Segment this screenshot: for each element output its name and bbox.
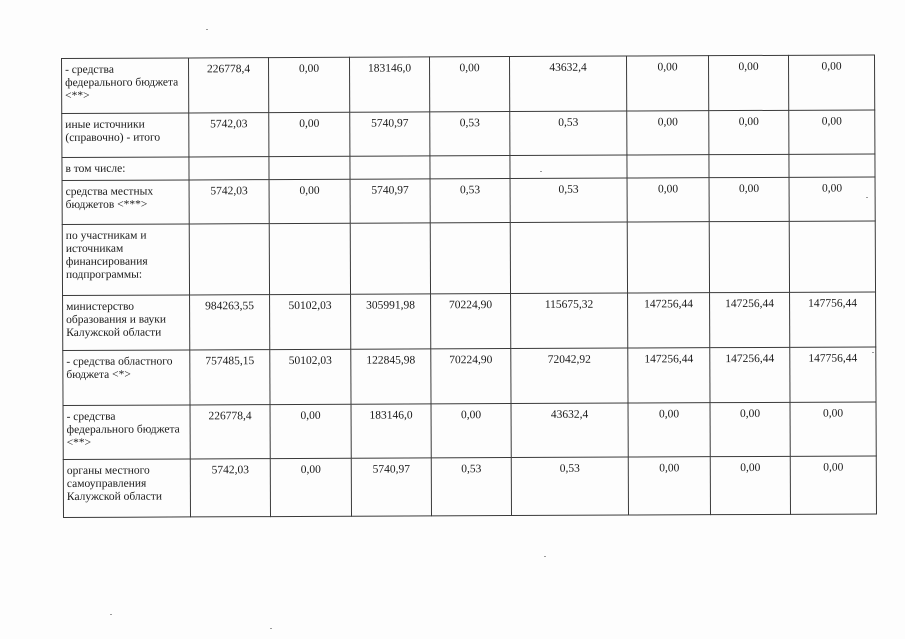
- table-cell: 122845,98: [351, 349, 431, 404]
- table-cell: 147256,44: [628, 293, 710, 348]
- table-cell: 0,00: [628, 403, 710, 457]
- table-cell: 0,00: [628, 457, 710, 515]
- table-cell: [789, 221, 875, 292]
- table-cell: 0,00: [710, 456, 790, 514]
- table-cell: 0,00: [790, 456, 876, 514]
- table-cell: 0,00: [270, 458, 351, 516]
- row-label: иные источники (справочно) - итого: [62, 113, 189, 158]
- table-row: [62, 177, 875, 225]
- table-cell: [709, 221, 789, 292]
- row-label: министерство образования и вауки Калужской области: [63, 295, 190, 351]
- table-cell: 0,53: [430, 179, 510, 223]
- table-cell: 0,00: [269, 57, 350, 112]
- table-cell: 5742,03: [189, 113, 269, 157]
- row-label: - средства федерального бюджета <**>: [63, 405, 190, 460]
- table-cell: 0,00: [627, 111, 709, 155]
- table-cell: 0,00: [269, 112, 350, 156]
- table-row: [62, 221, 875, 296]
- table-row: [63, 456, 876, 518]
- table-cell: 5740,97: [350, 112, 430, 156]
- table-cell: 0,00: [710, 402, 790, 456]
- table-cell: [789, 154, 875, 177]
- table-cell: [627, 222, 709, 293]
- table-cell: [709, 154, 789, 177]
- table-cell: [350, 156, 430, 179]
- table-row: [63, 402, 876, 460]
- scan-speck: [110, 614, 112, 615]
- table-cell: 0,53: [510, 178, 627, 223]
- table-cell: 147256,44: [710, 347, 790, 402]
- table-cell: 5742,03: [189, 180, 269, 224]
- table-cell: 0,00: [270, 404, 351, 458]
- table-cell: 0,00: [708, 55, 788, 110]
- table-cell: 147756,44: [790, 292, 876, 347]
- table-cell: 50102,03: [270, 294, 351, 349]
- table-cell: 0,00: [429, 57, 509, 112]
- table-cell: 72042,92: [511, 348, 628, 404]
- row-label: средства местных бюджетов <***>: [62, 180, 189, 225]
- table-cell: 0,00: [709, 177, 789, 221]
- table-cell: [350, 223, 430, 294]
- table-cell: [189, 224, 269, 295]
- scan-speck: [544, 556, 546, 557]
- table-cell: 50102,03: [270, 349, 351, 404]
- table-cell: 0,53: [510, 111, 627, 156]
- table-cell: 0,00: [789, 110, 875, 154]
- table-cell: 5742,03: [190, 459, 270, 517]
- table-cell: 147256,44: [628, 348, 710, 403]
- scan-speck: [270, 628, 272, 629]
- table-row: [63, 292, 876, 351]
- row-label: органы местного самоуправления Калужской области: [63, 459, 190, 518]
- table-cell: 147756,44: [790, 347, 876, 402]
- table-cell: [189, 157, 269, 180]
- table-cell: 0,00: [626, 56, 708, 111]
- row-label: - средства федерального бюджета <**>: [62, 58, 189, 114]
- table-cell: 0,53: [431, 458, 511, 516]
- table-row: [63, 347, 876, 406]
- table-cell: [510, 155, 627, 179]
- table-cell: 984263,55: [190, 295, 270, 350]
- table-cell: 0,00: [790, 402, 876, 456]
- table-cell: [430, 156, 510, 179]
- row-label: - средства областного бюджета <*>: [63, 350, 190, 406]
- table-cell: [627, 155, 709, 178]
- table-cell: 0,00: [269, 179, 350, 223]
- table-cell: 183146,0: [351, 404, 431, 458]
- table-cell: [269, 223, 350, 294]
- table-cell: 5740,97: [350, 179, 430, 223]
- scan-speck: [206, 29, 208, 30]
- table-cell: 226778,4: [190, 405, 270, 459]
- row-label: в том числе:: [62, 157, 189, 181]
- table-cell: [510, 222, 627, 294]
- table-cell: 305991,98: [351, 294, 431, 349]
- table-cell: 5740,97: [351, 458, 431, 516]
- table-cell: 0,00: [788, 55, 874, 110]
- table-cell: 0,00: [431, 404, 511, 458]
- table-cell: 0,53: [511, 457, 628, 516]
- table-cell: 0,00: [789, 177, 875, 221]
- financing-table: [61, 54, 877, 518]
- table-cell: [430, 223, 510, 294]
- row-label: по участникам и источникам финансирования подпрограммы:: [62, 224, 189, 296]
- table-row: [62, 110, 875, 158]
- table-cell: 0,00: [627, 178, 709, 222]
- table-cell: 183146,0: [349, 57, 429, 112]
- table-cell: 147256,44: [710, 292, 790, 347]
- table-row: [62, 55, 875, 114]
- table-cell: [269, 156, 350, 179]
- table-cell: 0,53: [430, 112, 510, 156]
- table-cell: 115675,32: [511, 293, 628, 349]
- table-cell: 70224,90: [431, 349, 511, 404]
- table-cell: 0,00: [709, 110, 789, 154]
- table-cell: 757485,15: [190, 350, 270, 405]
- table-cell: 70224,90: [431, 294, 511, 349]
- table-cell: 43632,4: [509, 56, 626, 112]
- table-cell: 43632,4: [511, 403, 628, 458]
- table-cell: 226778,4: [189, 58, 269, 113]
